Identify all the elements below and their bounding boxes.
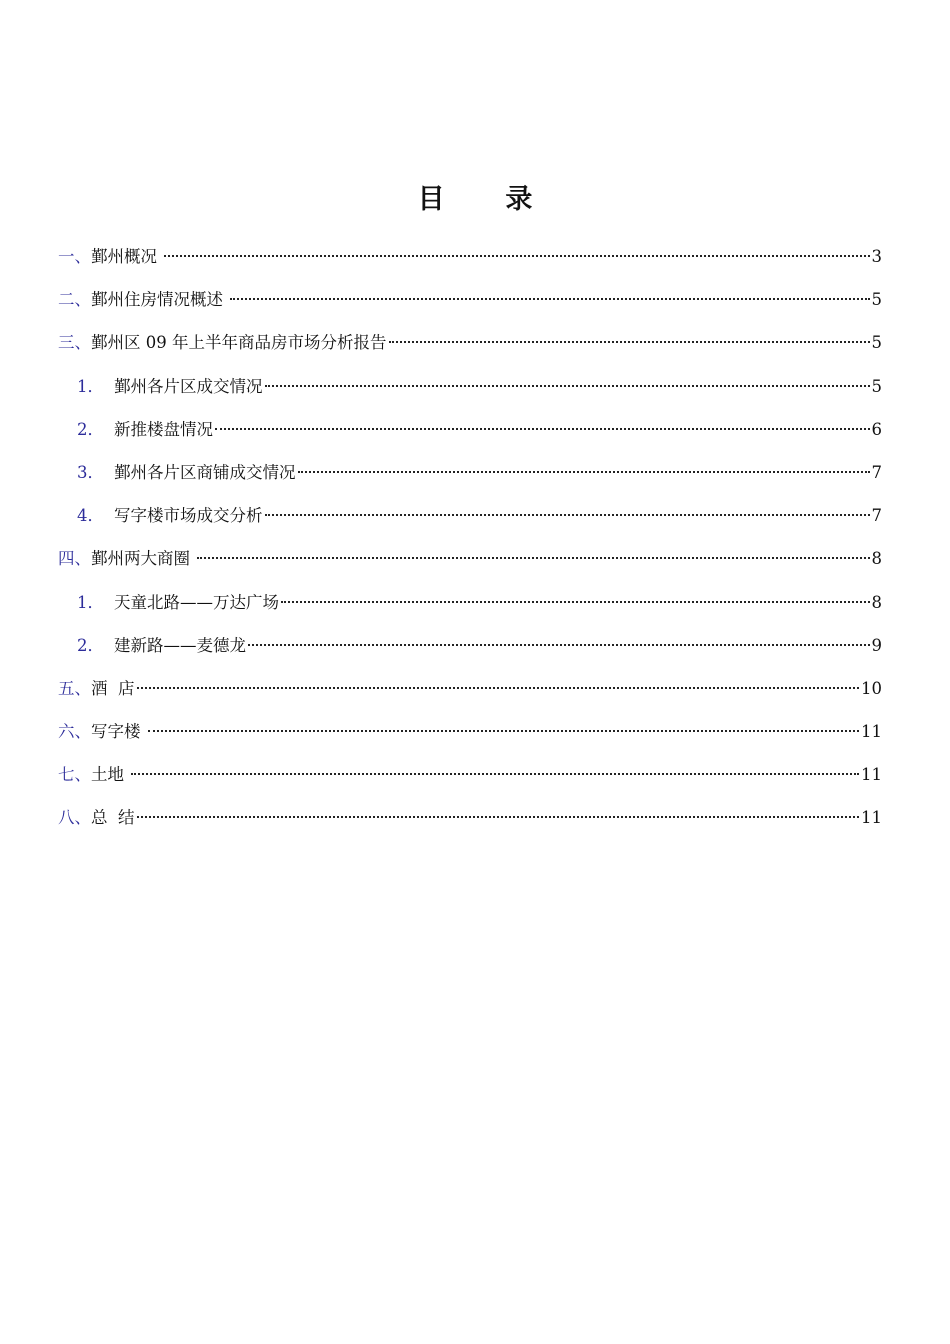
toc-entry-1[interactable] bbox=[58, 240, 882, 283]
toc-entry-6[interactable] bbox=[58, 715, 882, 758]
toc-entry-label: 写字楼 bbox=[91, 722, 146, 742]
toc-entry-page: 7 bbox=[871, 462, 882, 482]
toc-entry-label: 酒 店 bbox=[91, 678, 135, 698]
toc-entry-3-4[interactable] bbox=[58, 499, 882, 542]
toc-entry-label: 鄞州各片区商铺成交情况 bbox=[114, 462, 296, 482]
toc-entry-page: 6 bbox=[871, 419, 882, 439]
toc-entry-4-1[interactable] bbox=[58, 586, 882, 629]
toc-entry-3-2[interactable] bbox=[58, 413, 882, 456]
toc-entry-3-3[interactable] bbox=[58, 456, 882, 499]
toc-dot-leader bbox=[164, 255, 869, 257]
toc-entry-number: 七、 bbox=[58, 765, 91, 785]
toc-dot-leader bbox=[298, 471, 870, 473]
toc-entry-number: 1． bbox=[77, 376, 104, 396]
toc-entry-page: 5 bbox=[871, 290, 882, 310]
toc-entry-number: 二、 bbox=[58, 290, 91, 310]
toc-entry-label: 鄞州概况 bbox=[91, 247, 163, 266]
toc-entry-label: 鄞州区 09 年上半年商品房市场分析报告 bbox=[91, 333, 387, 353]
toc-dot-leader bbox=[265, 514, 870, 516]
toc-entry-label: 写字楼市场成交分析 bbox=[114, 506, 263, 526]
toc-entry-number: 四、 bbox=[58, 549, 91, 569]
toc-dot-leader bbox=[215, 428, 870, 430]
toc-entry-page: 10 bbox=[861, 678, 882, 698]
toc-entry-number: 2． bbox=[77, 419, 104, 439]
toc-entry-label: 建新路——麦德龙 bbox=[114, 635, 246, 655]
toc-entry-number: 八、 bbox=[58, 808, 91, 828]
toc-dot-leader bbox=[148, 730, 859, 732]
toc-entry-page: 5 bbox=[871, 333, 882, 353]
toc-entry-label: 鄞州两大商圈 bbox=[91, 549, 196, 569]
toc-dot-leader bbox=[389, 341, 870, 343]
toc-dot-leader bbox=[137, 816, 860, 818]
toc-dot-leader bbox=[281, 601, 870, 603]
table-of-contents bbox=[58, 240, 882, 845]
toc-entry-page: 3 bbox=[871, 247, 882, 266]
toc-entry-4[interactable] bbox=[58, 542, 882, 585]
toc-entry-page: 7 bbox=[871, 506, 882, 526]
toc-entry-number: 一、 bbox=[58, 247, 91, 266]
toc-entry-page: 8 bbox=[871, 549, 882, 569]
toc-entry-8[interactable] bbox=[58, 801, 882, 844]
toc-entry-label: 鄞州各片区成交情况 bbox=[114, 376, 263, 396]
toc-entry-number: 2． bbox=[77, 635, 104, 655]
toc-dot-leader bbox=[265, 385, 870, 387]
toc-dot-leader bbox=[131, 773, 859, 775]
toc-entry-2[interactable] bbox=[58, 283, 882, 326]
toc-entry-number: 三、 bbox=[58, 333, 91, 353]
toc-entry-page: 8 bbox=[871, 592, 882, 612]
toc-entry-label: 天童北路——万达广场 bbox=[114, 592, 279, 612]
toc-entry-7[interactable] bbox=[58, 758, 882, 801]
toc-entry-page: 11 bbox=[861, 808, 882, 828]
toc-entry-label: 总 结 bbox=[91, 808, 135, 828]
page-title: 目 录 bbox=[417, 184, 547, 215]
toc-entry-number: 1． bbox=[77, 592, 104, 612]
toc-entry-page: 11 bbox=[861, 722, 882, 742]
toc-entry-page: 9 bbox=[871, 635, 882, 655]
toc-entry-number: 六、 bbox=[58, 722, 91, 742]
toc-entry-page: 5 bbox=[871, 376, 882, 396]
toc-entry-page: 11 bbox=[861, 765, 882, 785]
toc-entry-number: 3． bbox=[77, 462, 104, 482]
toc-dot-leader bbox=[197, 557, 869, 559]
toc-entry-label: 土地 bbox=[91, 765, 130, 785]
toc-dot-leader bbox=[230, 298, 869, 300]
toc-entry-3-1[interactable] bbox=[58, 370, 882, 413]
toc-entry-4-2[interactable] bbox=[58, 629, 882, 672]
toc-entry-5[interactable] bbox=[58, 672, 882, 715]
toc-dot-leader bbox=[248, 644, 870, 646]
toc-dot-leader bbox=[137, 687, 860, 689]
toc-entry-3[interactable] bbox=[58, 326, 882, 369]
toc-entry-label: 鄞州住房情况概述 bbox=[91, 290, 229, 310]
toc-entry-label: 新推楼盘情况 bbox=[114, 419, 213, 439]
toc-entry-number: 五、 bbox=[58, 678, 91, 698]
toc-entry-number: 4． bbox=[77, 506, 104, 526]
